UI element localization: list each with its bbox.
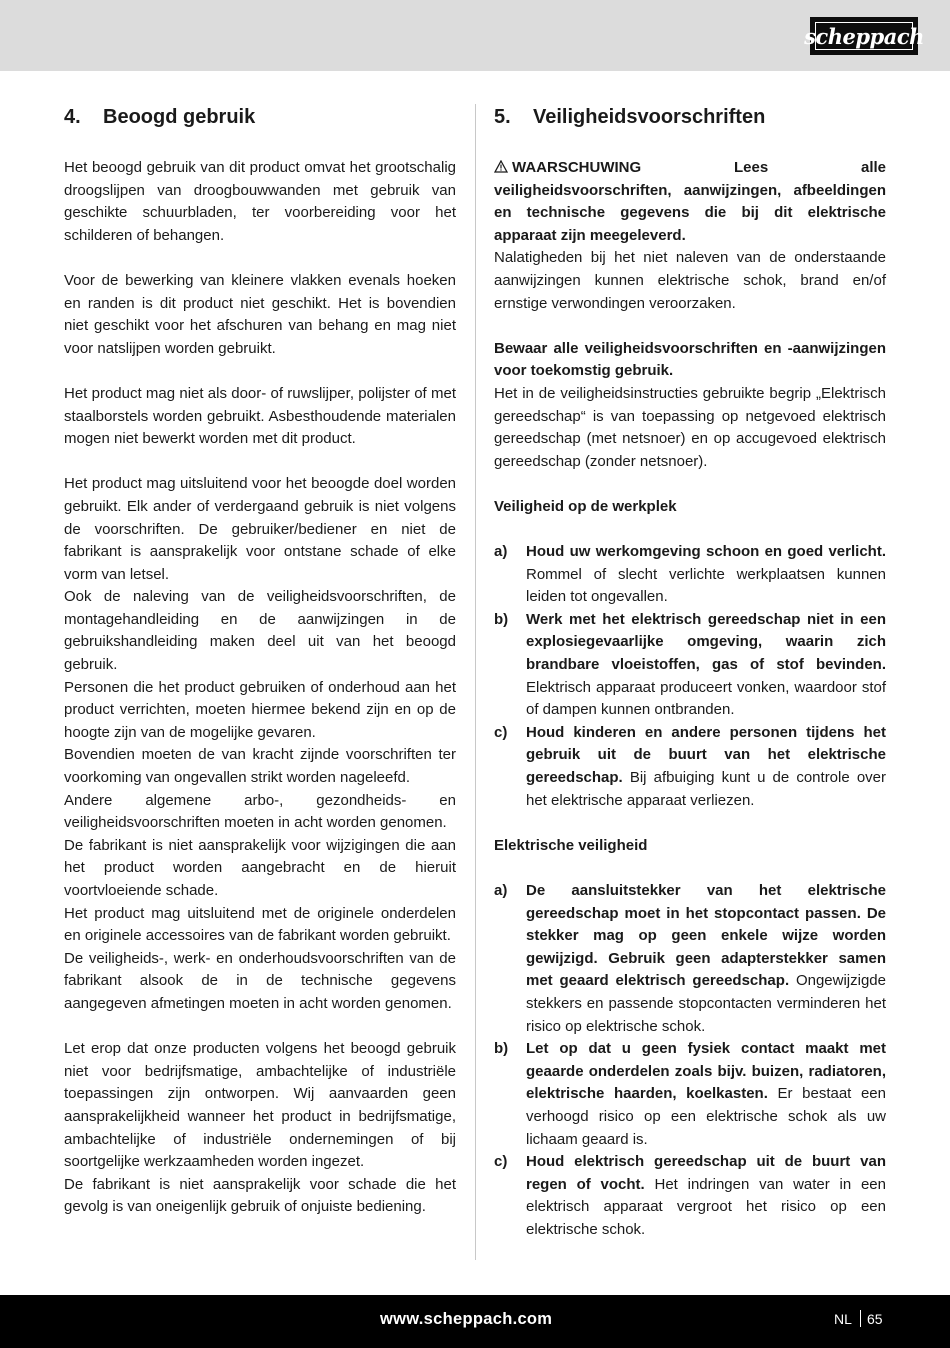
paragraph: Het product mag uitsluitend met de originele onderdelen en originele accessoires van de fabrikant worden gebruikt. — [64, 904, 456, 945]
list-item-bold: Houd elektrisch gereedschap uit de buurt van regen of vocht. — [526, 1153, 886, 1193]
list-item-bold: Houd kinderen en andere personen tijdens het gebruik uit de buurt van het elektrische gereedschap. — [526, 723, 886, 787]
paragraph: Personen die het product gebruiken of onderhoud aan het product verrichten, moeten hiermee bekend zijn en op de hoogte zijn van de mogelijke gevaren. — [64, 678, 456, 741]
list-letter: a) — [494, 543, 508, 561]
list-letter: c) — [494, 723, 508, 741]
list-letter: a) — [494, 882, 508, 899]
list-item-bold: De aansluitstekker van het elektrische gereedschap moet in het stopcontact passen. De stekker mag op geen enkele wijze worden gewijzigd. Gebruik geen adapterstekker samen met geaard elektrisch gereedschap. — [526, 882, 886, 990]
paragraph: Bovendien moeten de van kracht zijnde voorschriften ter voorkoming van ongevallen strikt worden nageleefd. — [64, 746, 456, 787]
list-item-bold: Houd uw werkomgeving schoon en goed verlicht. — [526, 543, 886, 561]
section-title: Beoogd gebruik — [103, 106, 256, 128]
list-item-bold: Let op dat u geen fysiek contact maakt met geaarde onderdelen zoals bijv. buizen, radiatoren, elektrische haarden, koelkasten. — [526, 1040, 886, 1103]
list-item — [494, 1038, 886, 1151]
brand-logo — [804, 17, 924, 55]
footer-bar — [0, 1295, 950, 1348]
paragraph: Het product mag niet als door- of ruwslijper, polijster of met staalborstels worden gebruikt. Asbesthoudende materialen mogen niet bewerkt worden met dit product. — [64, 384, 456, 448]
paragraph: Andere algemene arbo-, gezondheids- en veiligheidsvoorschriften moeten in acht worden genomen. — [64, 791, 456, 832]
subheading-workplace: Veiligheid op de werkplek — [494, 497, 677, 515]
column-divider — [475, 104, 476, 1260]
list-item — [494, 541, 886, 609]
list-letter: c) — [494, 1153, 508, 1171]
paragraph: De veiligheids-, werk- en onderhoudsvoorschriften van de fabrikant alsook de in de technische gegevens aangegeven afmetingen moeten in acht worden genomen. — [64, 949, 456, 1012]
paragraph: De fabrikant is niet aansprakelijk voor wijzigingen die aan het product worden aangebracht en de hieruit voortvloeiende schade. — [64, 836, 456, 899]
paragraph: Ook de naleving van de veiligheidsvoorschriften, de montagehandleiding en de aanwijzingen in de gebruikshandleiding maken deel uit van het beoogd gebruik. — [64, 588, 456, 674]
list-letter: b) — [494, 610, 509, 628]
list-item-text: Ongewijzigde stekkers en passende stopcontacten verminderen het risico op elektrische schok. — [526, 972, 886, 1035]
list-item-text: Bij afbuiging kunt u de controle over het elektrische apparaat verliezen. — [526, 769, 886, 809]
list-item-text: Het indringen van water in een elektrisch apparaat vergroot het risico op een elektrische schok. — [526, 1175, 886, 1238]
header-bar — [0, 0, 950, 71]
list-item-bold: Werk met het elektrisch gereedschap niet in een explosiegevaarlijke omgeving, waarin zich brandbare vloeistoffen, gas of stof bevinden. — [526, 610, 886, 674]
language-code: NL — [834, 1311, 852, 1327]
footer-separator — [860, 1310, 861, 1327]
list-item-text: Er bestaat een verhoogd risico op een elektrische schok als uw lichaam geaard is. — [526, 1085, 886, 1148]
list-item-text: Elektrisch apparaat produceert vonken, waardoor stof of dampen kunnen ontbranden. — [526, 678, 886, 719]
paragraph: Let erop dat onze producten volgens het beoogd gebruik niet voor bedrijfsmatige, ambachtelijke of industriële toepassingen zijn ontworpen. Wij aanvaarden geen aansprakelijkheid wanneer het product in bedrijfsmatige, ambachtelijke of industriële ondernemingen of bij soortgelijke werkzaamheden worden ingezet. — [64, 1040, 456, 1171]
right-column — [494, 104, 886, 1242]
list-item — [494, 609, 886, 722]
list-letter: b) — [494, 1040, 509, 1058]
definition-text: Het in de veiligheidsinstructies gebruikte begrip „Elektrisch gereedschap“ is van toepassing op netgevoed elektrisch gereedschap (met netsnoer) en op accugevoed elektrisch gereedschap (zonder netsnoer). — [494, 384, 886, 470]
section-title: Veiligheidsvoorschriften — [533, 106, 766, 128]
warning-bold: WAARSCHUWING Lees alle veiligheidsvoorschriften, aanwijzingen, afbeeldingen en technische gegevens die bij dit elektrische apparaat zijn meegeleverd. — [494, 159, 886, 244]
list-item — [494, 1151, 886, 1241]
section-number: 5. — [494, 106, 511, 128]
left-column — [64, 104, 456, 1219]
page-number: 65 — [867, 1311, 883, 1327]
list-item — [494, 880, 886, 1038]
list-item — [494, 722, 886, 812]
warning-text: Nalatigheden bij het niet naleven van de onderstaande aanwijzingen kunnen elektrische schok, brand en/of ernstige verwondingen veroorzaken. — [494, 249, 886, 312]
brand-name: scheppach — [804, 23, 924, 49]
paragraph: Het product mag uitsluitend voor het beoogde doel worden gebruikt. Elk ander of verdergaand gebruik is niet volgens de voorschriften. De gebruiker/bediener en niet de fabrikant is aansprakelijk voor ontstane schade of elke vorm van letsel. — [64, 475, 456, 583]
paragraph: Voor de bewerking van kleinere vlakken evenals hoeken en randen is dit product niet geschikt. Het is bovendien niet geschikt voor het afschuren van behang en mag niet voor natslijpen worden gebruikt. — [64, 271, 456, 357]
keep-instructions: Bewaar alle veiligheidsvoorschriften en -aanwijzingen voor toekomstig gebruik. — [494, 339, 886, 380]
paragraph: Het beoogd gebruik van dit product omvat het grootschalig droogslijpen van droogbouwwanden met gebruik van geschikte schuurbladen, ter voorbereiding voor het schilderen of behangen. — [64, 159, 456, 244]
section-number: 4. — [64, 106, 81, 128]
footer-url[interactable]: www.scheppach.com — [380, 1310, 553, 1328]
list-item-text: Rommel of slecht verlichte werkplaatsen kunnen leiden tot ongevallen. — [526, 565, 886, 606]
subheading-electrical: Elektrische veiligheid — [494, 836, 648, 854]
paragraph: De fabrikant is niet aansprakelijk voor schade die het gevolg is van oneigenlijk gebruik of onjuiste bediening. — [64, 1175, 456, 1216]
section-heading — [494, 104, 886, 130]
warning-block — [494, 157, 886, 247]
section-heading — [64, 104, 456, 130]
warning-triangle-icon — [494, 157, 512, 180]
